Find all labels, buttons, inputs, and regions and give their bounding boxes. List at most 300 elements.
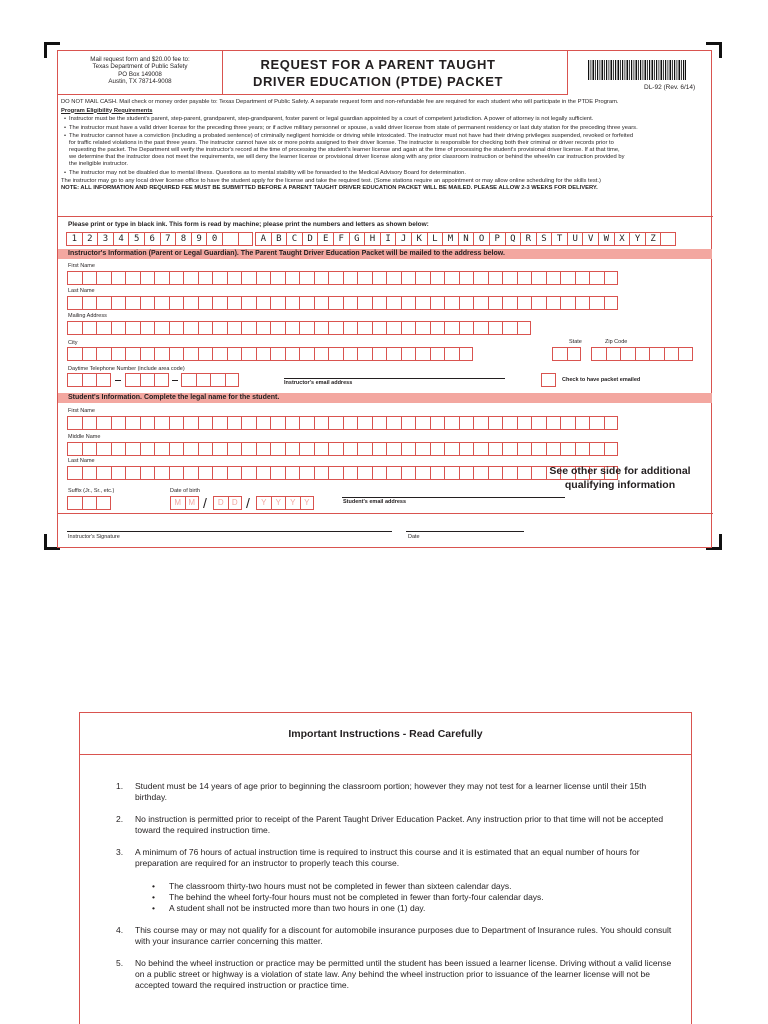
char-box[interactable] [430, 271, 445, 285]
char-box[interactable] [140, 271, 155, 285]
char-box[interactable] [459, 416, 474, 430]
char-box[interactable] [473, 416, 488, 430]
char-box[interactable] [125, 442, 140, 456]
char-box[interactable] [502, 416, 517, 430]
char-box[interactable] [488, 466, 503, 480]
char-box[interactable] [343, 296, 358, 310]
char-box[interactable] [473, 442, 488, 456]
char-box[interactable] [401, 271, 416, 285]
char-box[interactable] [125, 271, 140, 285]
char-box[interactable] [67, 442, 82, 456]
char-box[interactable] [241, 442, 256, 456]
char-box[interactable] [140, 373, 155, 387]
char-box[interactable] [140, 347, 155, 361]
char-box[interactable] [183, 321, 198, 335]
char-box[interactable] [154, 373, 169, 387]
char-box[interactable] [314, 442, 329, 456]
char-box[interactable] [111, 271, 126, 285]
char-box[interactable] [415, 296, 430, 310]
char-box[interactable] [241, 271, 256, 285]
char-box[interactable] [299, 321, 314, 335]
char-box[interactable] [140, 296, 155, 310]
char-box[interactable] [357, 442, 372, 456]
char-box[interactable] [227, 296, 242, 310]
char-box[interactable] [111, 442, 126, 456]
char-box[interactable] [328, 321, 343, 335]
char-box[interactable] [604, 442, 619, 456]
char-box[interactable] [67, 347, 82, 361]
char-box[interactable] [343, 416, 358, 430]
char-box[interactable] [198, 296, 213, 310]
char-box[interactable] [96, 271, 111, 285]
char-box[interactable] [589, 416, 604, 430]
char-box[interactable] [531, 442, 546, 456]
char-box[interactable] [227, 466, 242, 480]
char-box[interactable] [546, 442, 561, 456]
item-text: A minimum of 76 hours of actual instruction time is required to instruct this course and it is estimated that an equal number of hours for preparation are required for an instructor to properly teach this course. [135, 847, 640, 868]
char-box[interactable] [386, 271, 401, 285]
char-box[interactable] [285, 271, 300, 285]
dob-day-input[interactable] [213, 496, 242, 510]
char-box[interactable] [227, 271, 242, 285]
char-box[interactable] [67, 373, 82, 387]
char-box[interactable] [459, 296, 474, 310]
char-box[interactable] [183, 296, 198, 310]
char-box[interactable] [517, 466, 532, 480]
char-box[interactable] [488, 296, 503, 310]
char-box[interactable] [96, 442, 111, 456]
char-box[interactable] [183, 466, 198, 480]
char-box[interactable] [140, 321, 155, 335]
char-box[interactable] [111, 416, 126, 430]
char-box[interactable] [560, 271, 575, 285]
char-box[interactable] [154, 416, 169, 430]
char-box[interactable] [328, 347, 343, 361]
char-box[interactable] [386, 321, 401, 335]
char-box[interactable] [241, 466, 256, 480]
char-box[interactable] [488, 416, 503, 430]
mailing-address-input[interactable] [67, 321, 531, 335]
char-box[interactable] [299, 271, 314, 285]
char-box[interactable] [196, 373, 211, 387]
phone-area-code-input[interactable] [67, 373, 111, 387]
char-box[interactable] [357, 271, 372, 285]
char-box[interactable] [328, 442, 343, 456]
char-box[interactable] [82, 321, 97, 335]
char-box[interactable] [401, 416, 416, 430]
char-box[interactable] [169, 416, 184, 430]
char-box[interactable] [560, 442, 575, 456]
char-box[interactable] [444, 296, 459, 310]
char-box[interactable] [444, 321, 459, 335]
char-box[interactable] [285, 442, 300, 456]
char-box[interactable] [552, 347, 567, 361]
char-box[interactable] [67, 496, 82, 510]
char-box[interactable] [357, 321, 372, 335]
char-box[interactable] [459, 271, 474, 285]
char-box[interactable] [314, 347, 329, 361]
char-box[interactable] [270, 466, 285, 480]
char-box[interactable] [198, 347, 213, 361]
char-box[interactable] [82, 496, 97, 510]
char-box[interactable] [328, 416, 343, 430]
char-box[interactable] [430, 466, 445, 480]
sample-char: 0 [206, 232, 222, 246]
char-box[interactable] [125, 416, 140, 430]
char-box[interactable] [488, 271, 503, 285]
city-input[interactable] [67, 347, 473, 361]
char-box[interactable] [314, 416, 329, 430]
student-middle-name-input[interactable] [67, 442, 618, 456]
char-box[interactable] [575, 442, 590, 456]
char-box[interactable] [517, 271, 532, 285]
char-box[interactable] [241, 296, 256, 310]
char-box[interactable] [649, 347, 664, 361]
char-box[interactable] [169, 466, 184, 480]
char-box[interactable] [169, 271, 184, 285]
char-box[interactable] [502, 296, 517, 310]
char-box[interactable] [169, 321, 184, 335]
char-box[interactable] [241, 347, 256, 361]
email-packet-checkbox[interactable] [541, 373, 556, 387]
char-box[interactable] [575, 416, 590, 430]
char-box[interactable] [488, 321, 503, 335]
char-box[interactable] [459, 321, 474, 335]
char-box[interactable] [125, 466, 140, 480]
char-box[interactable] [96, 416, 111, 430]
char-box[interactable] [212, 296, 227, 310]
char-box[interactable] [372, 321, 387, 335]
char-box[interactable] [212, 442, 227, 456]
char-box[interactable] [444, 442, 459, 456]
divider [58, 216, 713, 217]
char-box[interactable] [140, 466, 155, 480]
char-box[interactable] [154, 271, 169, 285]
char-box[interactable] [256, 271, 271, 285]
char-box[interactable] [183, 416, 198, 430]
char-box[interactable] [96, 296, 111, 310]
char-box[interactable] [415, 466, 430, 480]
sample-char [660, 232, 676, 246]
char-box[interactable] [620, 347, 635, 361]
char-box[interactable] [372, 442, 387, 456]
char-box[interactable] [386, 466, 401, 480]
char-box[interactable] [372, 296, 387, 310]
char-box[interactable] [401, 466, 416, 480]
char-box[interactable] [343, 442, 358, 456]
char-box[interactable] [82, 416, 97, 430]
char-box[interactable] [96, 466, 111, 480]
char-box[interactable] [357, 466, 372, 480]
char-box[interactable] [299, 347, 314, 361]
char-box[interactable] [227, 442, 242, 456]
char-box[interactable] [154, 296, 169, 310]
phone-prefix-input[interactable] [125, 373, 169, 387]
see-other-side [540, 464, 700, 492]
char-box[interactable] [111, 466, 126, 480]
char-box[interactable] [67, 416, 82, 430]
date-line[interactable] [406, 531, 524, 532]
char-box[interactable] [82, 347, 97, 361]
char-box[interactable] [241, 321, 256, 335]
char-box[interactable] [430, 442, 445, 456]
char-box[interactable] [314, 271, 329, 285]
char-box[interactable] [357, 416, 372, 430]
char-box[interactable] [386, 442, 401, 456]
char-box[interactable] [415, 347, 430, 361]
char-box[interactable] [82, 296, 97, 310]
dob-month-input[interactable] [170, 496, 199, 510]
signature-line[interactable] [67, 531, 392, 532]
char-box[interactable] [285, 347, 300, 361]
char-box[interactable] [604, 416, 619, 430]
title-line-2: DRIVER EDUCATION (PTDE) PACKET [252, 74, 504, 89]
char-box[interactable] [125, 321, 140, 335]
dob-year-input[interactable] [256, 496, 314, 510]
char-box[interactable] [270, 416, 285, 430]
char-box[interactable] [357, 296, 372, 310]
char-box[interactable] [531, 416, 546, 430]
char-box[interactable] [314, 466, 329, 480]
state-input[interactable] [552, 347, 581, 361]
char-box[interactable] [401, 442, 416, 456]
char-box[interactable] [67, 296, 82, 310]
char-box[interactable] [96, 321, 111, 335]
char-box[interactable] [154, 347, 169, 361]
char-box[interactable] [328, 271, 343, 285]
char-box[interactable] [111, 296, 126, 310]
char-box[interactable] [270, 321, 285, 335]
char-box[interactable] [343, 321, 358, 335]
char-box[interactable] [473, 466, 488, 480]
char-box[interactable] [299, 466, 314, 480]
char-box[interactable] [82, 442, 97, 456]
char-box[interactable] [372, 416, 387, 430]
char-box[interactable] [328, 466, 343, 480]
char-box[interactable] [125, 347, 140, 361]
char-box[interactable] [169, 442, 184, 456]
char-box[interactable] [328, 296, 343, 310]
char-box[interactable] [183, 271, 198, 285]
char-box[interactable] [444, 466, 459, 480]
char-box[interactable] [140, 442, 155, 456]
char-box[interactable] [96, 496, 111, 510]
char-box[interactable] [591, 347, 606, 361]
email-packet-label: Check to have packet emailed [562, 377, 641, 383]
char-box[interactable] [82, 373, 97, 387]
student-last-name-input[interactable] [67, 466, 618, 480]
char-box[interactable] [212, 416, 227, 430]
char-box[interactable] [198, 271, 213, 285]
char-box[interactable] [181, 373, 196, 387]
char-box[interactable] [541, 373, 556, 387]
char-box[interactable] [401, 347, 416, 361]
char-box[interactable] [212, 466, 227, 480]
char-box[interactable] [444, 416, 459, 430]
char-box[interactable] [212, 321, 227, 335]
char-box[interactable] [517, 321, 532, 335]
char-box[interactable] [198, 321, 213, 335]
char-box[interactable] [386, 296, 401, 310]
char-box[interactable] [256, 442, 271, 456]
char-box[interactable] [154, 466, 169, 480]
char-box[interactable] [256, 296, 271, 310]
char-box[interactable] [430, 321, 445, 335]
char-box[interactable] [212, 347, 227, 361]
char-box[interactable] [256, 347, 271, 361]
char-box[interactable] [430, 296, 445, 310]
char-box[interactable] [96, 373, 111, 387]
char-box[interactable] [444, 271, 459, 285]
char-box[interactable] [430, 416, 445, 430]
char-box[interactable] [459, 442, 474, 456]
char-box[interactable] [67, 466, 82, 480]
char-box[interactable] [227, 347, 242, 361]
char-box[interactable] [256, 321, 271, 335]
char-box[interactable] [517, 416, 532, 430]
instructor-email-line[interactable] [284, 378, 505, 379]
char-box[interactable] [343, 347, 358, 361]
bullet: • [64, 133, 67, 139]
char-box[interactable] [560, 416, 575, 430]
char-box[interactable] [575, 296, 590, 310]
char-box[interactable] [270, 442, 285, 456]
char-box[interactable] [96, 347, 111, 361]
char-box[interactable] [256, 466, 271, 480]
phone-line-input[interactable] [181, 373, 239, 387]
char-box[interactable] [531, 271, 546, 285]
char-box[interactable] [473, 271, 488, 285]
char-box[interactable] [415, 271, 430, 285]
char-box[interactable] [183, 442, 198, 456]
char-box[interactable] [314, 296, 329, 310]
char-box[interactable] [227, 321, 242, 335]
char-box[interactable] [517, 442, 532, 456]
dob-placeholder: D [213, 496, 228, 510]
student-first-name-input[interactable] [67, 416, 618, 430]
char-box[interactable] [82, 271, 97, 285]
instructions-list [116, 781, 676, 1002]
char-box[interactable] [270, 271, 285, 285]
char-box[interactable] [125, 373, 140, 387]
char-box[interactable] [299, 296, 314, 310]
char-box[interactable] [270, 347, 285, 361]
char-box[interactable] [372, 466, 387, 480]
char-box[interactable] [589, 442, 604, 456]
char-box[interactable] [430, 347, 445, 361]
char-box[interactable] [546, 271, 561, 285]
char-box[interactable] [140, 416, 155, 430]
char-box[interactable] [256, 416, 271, 430]
zip-code-input[interactable] [591, 347, 693, 361]
char-box[interactable] [299, 416, 314, 430]
char-box[interactable] [459, 347, 474, 361]
char-box[interactable] [502, 466, 517, 480]
char-box[interactable] [357, 347, 372, 361]
char-box[interactable] [415, 416, 430, 430]
suffix-input[interactable] [67, 496, 111, 510]
char-box[interactable] [589, 296, 604, 310]
char-box[interactable] [567, 347, 582, 361]
char-box[interactable] [212, 271, 227, 285]
instructor-first-name-input[interactable] [67, 271, 618, 285]
char-box[interactable] [372, 347, 387, 361]
char-box[interactable] [604, 296, 619, 310]
char-box[interactable] [67, 271, 82, 285]
char-box[interactable] [154, 321, 169, 335]
char-box[interactable] [459, 466, 474, 480]
char-box[interactable] [241, 416, 256, 430]
char-box[interactable] [415, 321, 430, 335]
char-box[interactable] [488, 442, 503, 456]
char-box[interactable] [82, 466, 97, 480]
char-box[interactable] [473, 296, 488, 310]
char-box[interactable] [401, 296, 416, 310]
char-box[interactable] [154, 442, 169, 456]
char-box[interactable] [401, 321, 416, 335]
char-box[interactable] [502, 442, 517, 456]
char-box[interactable] [198, 442, 213, 456]
char-box[interactable] [502, 321, 517, 335]
char-box[interactable] [111, 347, 126, 361]
item-number: 1. [116, 781, 124, 791]
char-box[interactable] [198, 466, 213, 480]
student-email-line[interactable] [342, 497, 565, 498]
char-box[interactable] [198, 416, 213, 430]
char-box[interactable] [546, 296, 561, 310]
instructor-last-name-input[interactable] [67, 296, 618, 310]
char-box[interactable] [444, 347, 459, 361]
char-box[interactable] [575, 271, 590, 285]
char-box[interactable] [546, 416, 561, 430]
char-box[interactable] [169, 347, 184, 361]
char-box[interactable] [285, 416, 300, 430]
char-box[interactable] [183, 347, 198, 361]
char-box[interactable] [502, 271, 517, 285]
char-box[interactable] [111, 321, 126, 335]
sample-char: F [333, 232, 349, 246]
char-box[interactable] [678, 347, 693, 361]
char-box[interactable] [386, 416, 401, 430]
char-box[interactable] [473, 321, 488, 335]
char-box[interactable] [386, 347, 401, 361]
char-box[interactable] [372, 271, 387, 285]
char-box[interactable] [604, 271, 619, 285]
char-box[interactable] [270, 296, 285, 310]
char-box[interactable] [415, 442, 430, 456]
char-box[interactable] [314, 321, 329, 335]
char-box[interactable] [299, 442, 314, 456]
char-box[interactable] [285, 296, 300, 310]
char-box[interactable] [531, 296, 546, 310]
char-box[interactable] [635, 347, 650, 361]
char-box[interactable] [560, 296, 575, 310]
char-box[interactable] [517, 296, 532, 310]
char-box[interactable] [225, 373, 240, 387]
char-box[interactable] [343, 271, 358, 285]
char-box[interactable] [227, 416, 242, 430]
char-box[interactable] [67, 321, 82, 335]
char-box[interactable] [125, 296, 140, 310]
char-box[interactable] [589, 271, 604, 285]
char-box[interactable] [285, 466, 300, 480]
char-box[interactable] [606, 347, 621, 361]
char-box[interactable] [285, 321, 300, 335]
char-box[interactable] [664, 347, 679, 361]
char-box[interactable] [343, 466, 358, 480]
char-box[interactable] [210, 373, 225, 387]
char-box[interactable] [169, 296, 184, 310]
